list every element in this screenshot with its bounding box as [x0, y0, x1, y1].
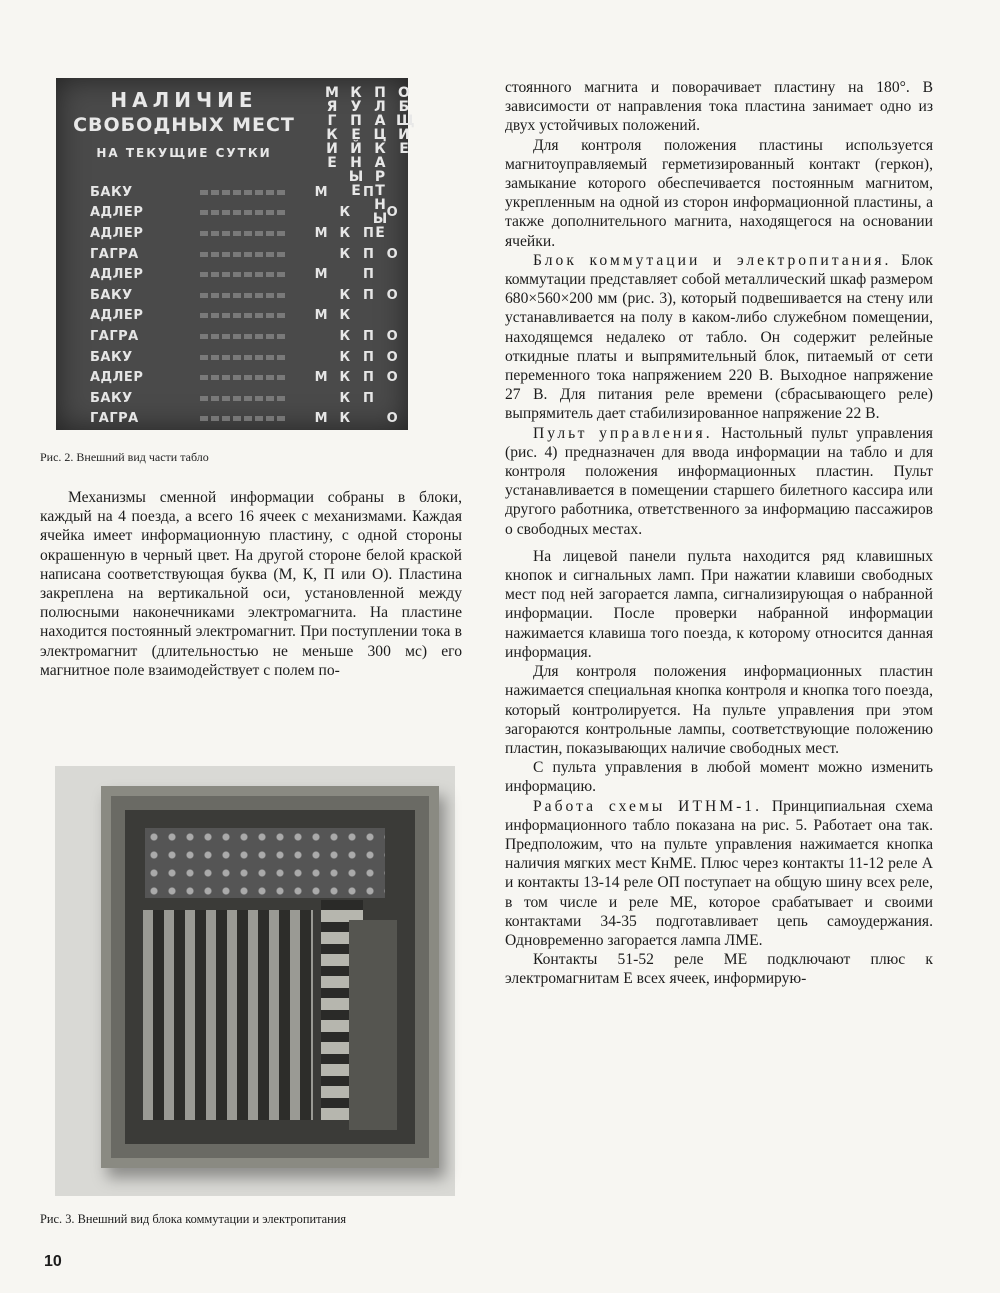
header-letter: П: [350, 113, 362, 129]
board-cell-mark: П: [363, 184, 374, 200]
paragraph-section: [505, 797, 933, 951]
board-cell-mark: М: [314, 308, 328, 324]
board-row-city: ГАГРА: [90, 328, 139, 344]
board-cell-mark: К: [339, 328, 351, 344]
board-row-details: [200, 210, 285, 215]
board-row-city: БАКУ: [90, 287, 133, 303]
header-letter: Г: [327, 113, 337, 129]
header-letter: Е: [399, 141, 409, 157]
board-row: [64, 388, 404, 409]
header-letter: Е: [327, 155, 337, 171]
header-letter: П: [374, 85, 386, 101]
header-letter: К: [326, 127, 338, 143]
board-row: [64, 264, 404, 285]
board-cell-mark: М: [314, 184, 328, 200]
board-cell-mark: К: [339, 225, 351, 241]
board-row-city: БАКУ: [90, 390, 133, 406]
column-header-obshchie: [396, 85, 415, 157]
header-letter: Н: [350, 155, 362, 171]
header-letter: Е: [351, 127, 361, 143]
board-row: [64, 182, 404, 203]
board-cell-mark: О: [386, 328, 398, 344]
board-row: [64, 306, 404, 327]
board-row-details: [200, 190, 285, 195]
header-letter: О: [398, 85, 410, 101]
board-row: [64, 285, 404, 306]
board-cell-mark: О: [386, 205, 398, 221]
header-letter: А: [374, 155, 386, 171]
board-cell-mark: К: [339, 349, 351, 365]
header-letter: Ы: [372, 211, 388, 227]
paragraph: стоянного магнита и поворачивает пластину на 180°. В зависимости от направления тока пластина занимает одно из двух устойчивых положений.: [505, 79, 933, 135]
rectifier-unit: [349, 920, 397, 1130]
header-letter: Р: [374, 169, 386, 185]
board-cell-mark: О: [386, 370, 398, 386]
board-cell-mark: О: [386, 411, 398, 427]
paragraph: Механизмы сменной информации собраны в блоки, каждый на 4 поезда, а всего 16 ячеек с механизмами. Каждая ячейка имеет информационную пластину, с одной стороны окрашенную в черный цвет. На другой стороне белой краской написана соответствующая буква (М, К, П или О). Пластина закреплена на вертикальной оси, установленной между полюсными наконечниками электромагнита. На пластине находится постоянный электромагнит. При поступлении тока в электромагнит (длительностью не меньше 300 мс) его магнитное поле взаимодействует с полем по-: [40, 489, 462, 679]
board-row-city: БАКУ: [90, 349, 133, 365]
board-row-city: АДЛЕР: [90, 308, 144, 324]
board-cell-mark: К: [339, 205, 351, 221]
board-row: [64, 347, 404, 368]
header-letter: Щ: [396, 113, 415, 129]
board-cell-mark: О: [386, 246, 398, 262]
figure-2-caption: Рис. 2. Внешний вид части табло: [40, 450, 209, 464]
board-row-details: [200, 272, 285, 277]
board-cell-mark: К: [339, 287, 351, 303]
section-heading: Пульт управления.: [533, 424, 713, 442]
board-title-line-1: НАЛИЧИЕ: [110, 88, 258, 112]
board-cell-mark: О: [386, 287, 398, 303]
page-number: 10: [44, 1253, 62, 1270]
paragraph-section: [505, 251, 933, 424]
board-cell-mark: М: [314, 411, 328, 427]
board-row-details: [200, 396, 285, 401]
board-cell-mark: К: [339, 246, 351, 262]
board-cell-mark: П: [363, 267, 374, 283]
header-letter: Н: [374, 197, 386, 213]
board-heading: [64, 88, 304, 160]
cabinet: [101, 786, 439, 1168]
header-letter: У: [350, 99, 362, 115]
header-letter: Й: [350, 141, 362, 157]
board-row: [64, 409, 404, 430]
section-heading: Работа схемы ИТНМ-1.: [533, 797, 762, 815]
header-letter: Я: [326, 99, 338, 115]
header-letter: М: [325, 85, 339, 101]
board-row: [64, 326, 404, 347]
board-cell-mark: М: [314, 225, 328, 241]
board-row: [64, 223, 404, 244]
paragraph: Для контроля положения информационных пластин нажимается специальная кнопка контроля и кнопка того поезда, который контролируется. На пульте управления при этом загораются контрольные лампы, соответствующие положению пластин, показывающих наличие свободных мест.: [505, 663, 933, 757]
paragraph: Для контроля положения пластины используется магнитоуправляемый герметизированный контакт (геркон), замыкание которого обеспечивается постоянным магнитом, укрепленным на одной из сторон информационной пластины, а также дополнительного магнита, находящегося на основании ячейки.: [505, 136, 933, 250]
section-body: Блок коммутации представляет собой металлический шкаф размером 680×560×200 мм (рис. 3), который подвешивается на стену или устанавливается на полу в каком-либо служебном помещении, находящемся недалеко от табло. Он содержит релейные откидные платы и выпрямительный блок, питаемый от сети переменного тока напряжением 220 В. Выходное напряжение 27 В. Для питания реле времени (сбрасывающего реле) выпрямитель дает стабилизированное напряжение 22 В.: [505, 251, 933, 423]
header-letter: Т: [375, 183, 385, 199]
right-column-text: [505, 78, 933, 989]
board-cell-mark: П: [363, 287, 374, 303]
header-letter: Е: [375, 225, 385, 241]
board-title-line-2: СВОБОДНЫХ МЕСТ: [73, 114, 295, 136]
board-row-city: ГАГРА: [90, 246, 139, 262]
board-row: [64, 203, 404, 227]
header-letter: Е: [351, 183, 361, 199]
board-cell-mark: К: [339, 308, 351, 324]
section-body: Настольный пульт управления (рис. 4) предназначен для ввода информации на табло и для контроля положения информационных пластин. Пульт устанавливается в помещении старшего билетного кассира или другого работника, ответственного за информацию пассажиров о свободных местах.: [505, 424, 933, 538]
header-letter: Ы: [348, 169, 364, 185]
board-row-city: АДЛЕР: [90, 225, 144, 241]
section-body: Принципиальная схема информационного табло показана на рис. 5. Работает она так. Предположим, что на пульте управления нажимается кнопка наличия мягких мест КнМЕ. Плюс через контакты 11-12 реле А и контакты 13-14 реле ОП поступает на общую шину всех реле, в том числе и реле МЕ, которое срабатывает и своими контактами 34-35 подготавливает цепь самоудержания. Одновременно загорается лампа ЛМЕ.: [505, 797, 933, 949]
board-cell-mark: П: [363, 328, 374, 344]
board-row: [64, 367, 404, 388]
board-cell-mark: П: [363, 246, 374, 262]
board-row-details: [200, 355, 285, 360]
board-row-details: [200, 252, 285, 257]
board-row-city: ГАГРА: [90, 411, 139, 427]
header-letter: Ц: [373, 127, 387, 143]
board-row-details: [200, 293, 285, 298]
board-row-city: БАКУ: [90, 184, 133, 200]
figure-3-cabinet-photo: [55, 766, 455, 1196]
header-letter: И: [326, 141, 338, 157]
board-cell-mark: П: [363, 390, 374, 406]
header-letter: Б: [398, 99, 410, 115]
paragraph: С пульта управления в любой момент можно изменить информацию.: [505, 759, 933, 796]
relay-boards: [143, 910, 313, 1120]
board-row-details: [200, 416, 285, 421]
board-cell-mark: К: [339, 411, 351, 427]
board-cell-mark: П: [363, 370, 374, 386]
paragraph-section: [505, 424, 933, 539]
board-cell-mark: М: [314, 267, 328, 283]
cabinet-interior: [125, 810, 415, 1144]
left-column-text: [40, 488, 462, 680]
board-row-city: АДЛЕР: [90, 205, 144, 221]
board-row-details: [200, 375, 285, 380]
board-rows: [64, 182, 404, 429]
figure-3-caption: Рис. 3. Внешний вид блока коммутации и электропитания: [40, 1212, 347, 1226]
cabinet-top-panel: [145, 828, 385, 898]
header-letter: И: [398, 127, 410, 143]
board-title-line-3: НА ТЕКУЩИЕ СУТКИ: [96, 146, 272, 160]
board-cell-mark: О: [386, 349, 398, 365]
paragraph: Контакты 51-52 реле МЕ подключают плюс к электромагнитам Е всех ячеек, информирую-: [505, 951, 933, 988]
board-row: [64, 244, 404, 265]
board-row-city: АДЛЕР: [90, 370, 144, 386]
board-row-details: [200, 313, 285, 318]
paragraph: На лицевой панели пульта находится ряд клавишных кнопок и сигнальных ламп. При нажатии клавиши свободных мест под ней загорается лампа, сигнализирующая о набранной информации. После проверки набранной информации нажимается клавиша того поезда, к которому относится данная информация.: [505, 547, 933, 661]
board-row-details: [200, 231, 285, 236]
figure-2-board-photo: [56, 78, 415, 430]
board-row-details: [200, 334, 285, 339]
section-heading: Блок коммутации и электропитания.: [533, 251, 892, 269]
board-cell-mark: П: [363, 349, 374, 365]
board-row-city: АДЛЕР: [90, 267, 144, 283]
header-letter: К: [374, 141, 386, 157]
header-letter: А: [374, 113, 386, 129]
board-cell-mark: К: [339, 390, 351, 406]
board-cell-mark: К: [339, 370, 351, 386]
board-cell-mark: М: [314, 370, 328, 386]
column-header-myagkie: [324, 86, 340, 170]
header-letter: Л: [374, 99, 386, 115]
header-letter: К: [350, 85, 362, 101]
board-cell-mark: П: [363, 225, 374, 241]
